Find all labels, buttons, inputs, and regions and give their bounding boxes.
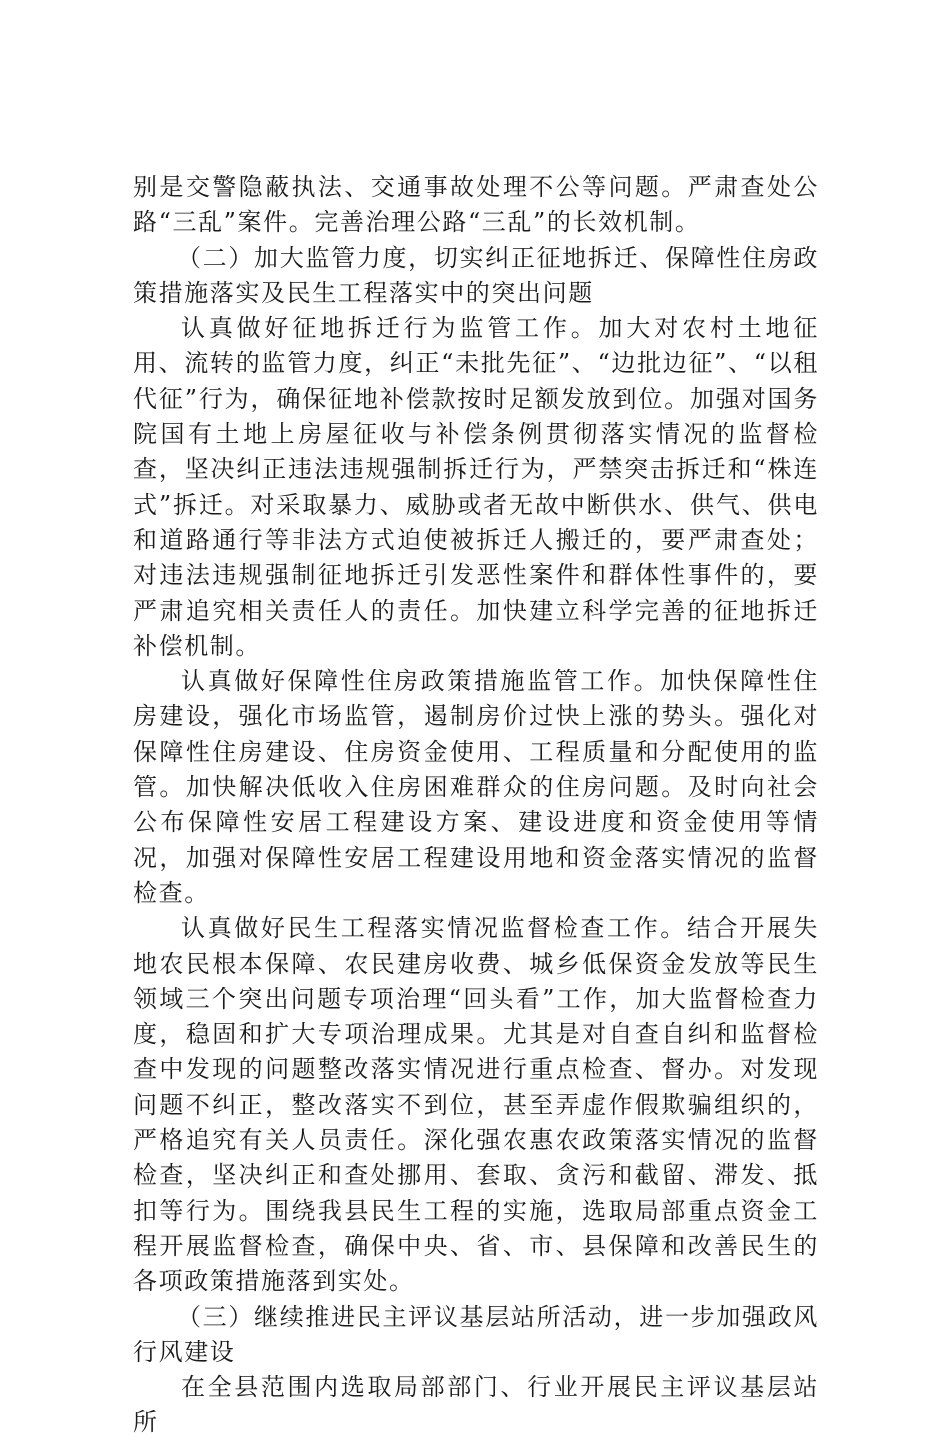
section-heading-3: （三）继续推进民主评议基层站所活动，进一步加强政风行风建设 xyxy=(133,1302,819,1366)
paragraph-continued: 别是交警隐蔽执法、交通事故处理不公等问题。严肃查处公路“三乱”案件。完善治理公路“三乱”的长效机制。 xyxy=(133,173,819,237)
paragraph-land-acquisition: 认真做好征地拆迁行为监管工作。加大对农村土地征用、流转的监管力度，纠正“未批先征”、“边批边征”、“以租代征”行为，确保征地补偿款按时足额发放到位。加强对国务院国有土地上房屋征收与补偿条例贯彻落实情况的监督检查，坚决纠正违法违规强制拆迁行为，严禁突击拆迁和“株连式”拆迁。对采取暴力、威胁或者无故中断供水、供气、供电和道路通行等非法方式迫使被拆迁人搬迁的，要严肃查处；对违法违规强制征地拆迁引发恶性案件和群体性事件的，要严肃追究相关责任人的责任。加快建立科学完善的征地拆迁补偿机制。 xyxy=(133,314,819,660)
paragraph-affordable-housing: 认真做好保障性住房政策措施监管工作。加快保障性住房建设，强化市场监管，遏制房价过快上涨的势头。强化对保障性住房建设、住房资金使用、工程质量和分配使用的监管。加快解决低收入住房困难群众的住房问题。及时向社会公布保障性安居工程建设方案、建设进度和资金使用等情况，加强对保障性安居工程建设用地和资金落实情况的监督检查。 xyxy=(133,667,819,907)
section-heading-2: （二）加大监管力度，切实纠正征地拆迁、保障性住房政策措施落实及民生工程落实中的突出问题 xyxy=(133,243,819,307)
paragraph-democratic-review: 在全县范围内选取局部部门、行业开展民主评议基层站所 xyxy=(133,1373,819,1437)
paragraph-livelihood-projects: 认真做好民生工程落实情况监督检查工作。结合开展失地农民根本保障、农民建房收费、城乡低保资金发放等民生领域三个突出问题专项治理“回头看”工作，加大监督检查力度，稳固和扩大专项治理成果。尤其是对自查自纠和监督检查中发现的问题整改落实情况进行重点检查、督办。对发现问题不纠正，整改落实不到位，甚至弄虚作假欺骗组织的，严格追究有关人员责任。深化强农惠农政策落实情况的监督检查，坚决纠正和查处挪用、套取、贪污和截留、滞发、抵扣等行为。围绕我县民生工程的实施，选取局部重点资金工程开展监督检查，确保中央、省、市、县保障和改善民生的各项政策措施落到实处。 xyxy=(133,914,819,1296)
document-body xyxy=(133,170,819,1441)
